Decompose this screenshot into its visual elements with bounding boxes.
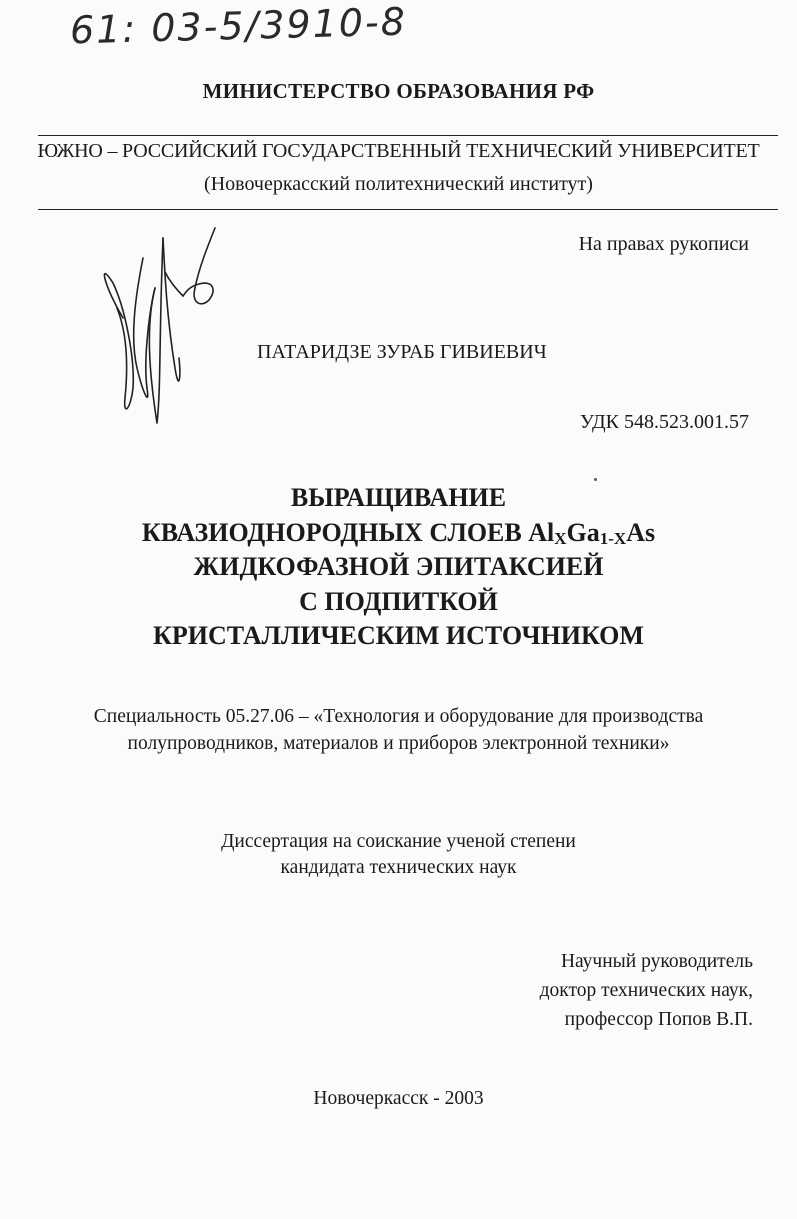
degree-line-2: кандидата технических наук [280, 857, 517, 878]
specialty-block [0, 703, 797, 757]
specialty-line-1: Специальность 05.27.06 – «Технология и оборудование для производства [93, 706, 704, 727]
signature-image [95, 218, 235, 433]
title-subscript-1-x: 1-X [599, 528, 627, 548]
archive-handwritten-mark: 61: 03-5/3910-8 [69, 0, 408, 53]
title-subscript-x: X [554, 528, 567, 548]
title-line-2-mid: Ga [566, 517, 600, 547]
title-line-3: ЖИДКОФАЗНОЙ ЭПИТАКСИЕЙ [193, 552, 604, 581]
title-line-1: ВЫРАЩИВАНИЕ [290, 483, 507, 512]
university-name: ЮЖНО – РОССИЙСКИЙ ГОСУДАРСТВЕННЫЙ ТЕХНИЧЕСКИЙ УНИВЕРСИТЕТ [37, 140, 760, 162]
dissertation-title [0, 481, 797, 654]
title-line-5: КРИСТАЛЛИЧЕСКИМ ИСТОЧНИКОМ [153, 621, 644, 650]
author-name: ПАТАРИДЗЕ ЗУРАБ ГИВИЕВИЧ [257, 341, 547, 363]
udc-code: УДК 548.523.001.57 [579, 411, 749, 433]
ministry-heading: МИНИСТЕРСТВО ОБРАЗОВАНИЯ РФ [202, 79, 595, 103]
title-line-4: С ПОДПИТКОЙ [299, 586, 498, 616]
degree-line-1: Диссертация на соискание ученой степени [221, 831, 576, 852]
manuscript-note: На правах рукописи [578, 233, 749, 255]
title-line-2-suffix: As [626, 517, 656, 547]
degree-statement [0, 829, 797, 881]
supervisor-line-3: профессор Попов В.П. [564, 1009, 753, 1030]
top-divider [38, 135, 778, 136]
title-line-2 [0, 516, 797, 551]
supervisor-block [540, 947, 753, 1034]
supervisor-line-1: Научный руководитель [560, 951, 753, 972]
institute-name: (Новочеркасский политехнический институт) [204, 173, 593, 195]
specialty-line-2: полупроводников, материалов и приборов электронной техники» [127, 733, 670, 754]
bottom-divider [38, 209, 778, 210]
supervisor-line-2: доктор технических наук, [539, 980, 753, 1001]
title-line-2-prefix: КВАЗИОДНОРОДНЫХ СЛОЕВ Al [141, 517, 555, 547]
city-year: Новочеркасск - 2003 [313, 1088, 484, 1109]
